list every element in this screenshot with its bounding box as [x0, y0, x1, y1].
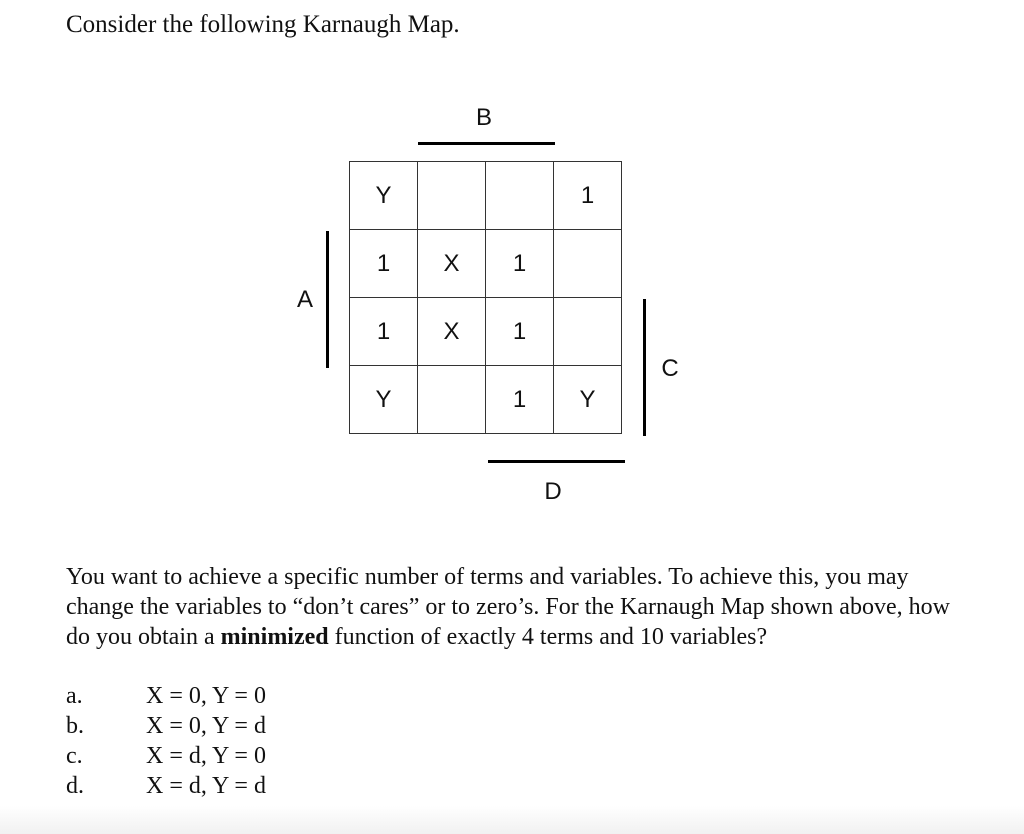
kmap-cell: 1 — [486, 366, 554, 434]
kmap-cell: 1 — [350, 298, 418, 366]
option-text: X = d, Y = d — [146, 773, 266, 799]
answer-option[interactable] — [66, 681, 266, 711]
answer-option[interactable] — [66, 771, 266, 801]
kmap-row — [350, 162, 622, 230]
question-text-part: function of exactly 4 terms and 10 variables? — [328, 624, 768, 650]
kmap-cell: X — [418, 298, 486, 366]
kmap-row — [350, 298, 622, 366]
kmap-cell — [486, 162, 554, 230]
a-variable-label: A — [296, 286, 313, 313]
kmap-cell: Y — [350, 366, 418, 434]
c-variable-bar — [643, 299, 646, 436]
option-letter: a. — [66, 683, 83, 709]
page-bottom-edge — [0, 806, 1024, 834]
kmap-cell: X — [418, 230, 486, 298]
question-text — [66, 562, 976, 652]
c-variable-label: C — [661, 355, 679, 382]
answer-option[interactable] — [66, 711, 266, 741]
kmap-cell — [418, 366, 486, 434]
karnaugh-map — [349, 161, 622, 434]
option-text: X = 0, Y = 0 — [146, 683, 266, 709]
kmap-cell: 1 — [486, 298, 554, 366]
kmap-cell — [554, 230, 622, 298]
question-text-part: You want to achieve a specific number of terms and variables. To achieve this, you may change the variables to “don’t cares” or to zero’s. For the Karnaugh Map shown above, how do you obtain a — [66, 564, 950, 650]
d-variable-bar — [488, 460, 625, 463]
b-variable-bar — [418, 142, 555, 145]
option-text: X = 0, Y = d — [146, 713, 266, 739]
answer-options — [66, 681, 266, 801]
kmap-cell: 1 — [486, 230, 554, 298]
kmap-cell — [418, 162, 486, 230]
kmap-cell: 1 — [350, 230, 418, 298]
kmap-cell: Y — [350, 162, 418, 230]
kmap-row — [350, 366, 622, 434]
kmap-row — [350, 230, 622, 298]
option-letter: d. — [66, 773, 84, 799]
option-letter: c. — [66, 743, 83, 769]
option-letter: b. — [66, 713, 84, 739]
question-emphasis: minimized — [220, 624, 329, 650]
d-variable-label: D — [544, 478, 562, 505]
kmap-cell: 1 — [554, 162, 622, 230]
a-variable-bar — [326, 231, 329, 368]
b-variable-label: B — [475, 104, 492, 131]
option-text: X = d, Y = 0 — [146, 743, 266, 769]
kmap-cell: Y — [554, 366, 622, 434]
answer-option[interactable] — [66, 741, 266, 771]
kmap-cell — [554, 298, 622, 366]
question-intro: Consider the following Karnaugh Map. — [66, 11, 460, 38]
